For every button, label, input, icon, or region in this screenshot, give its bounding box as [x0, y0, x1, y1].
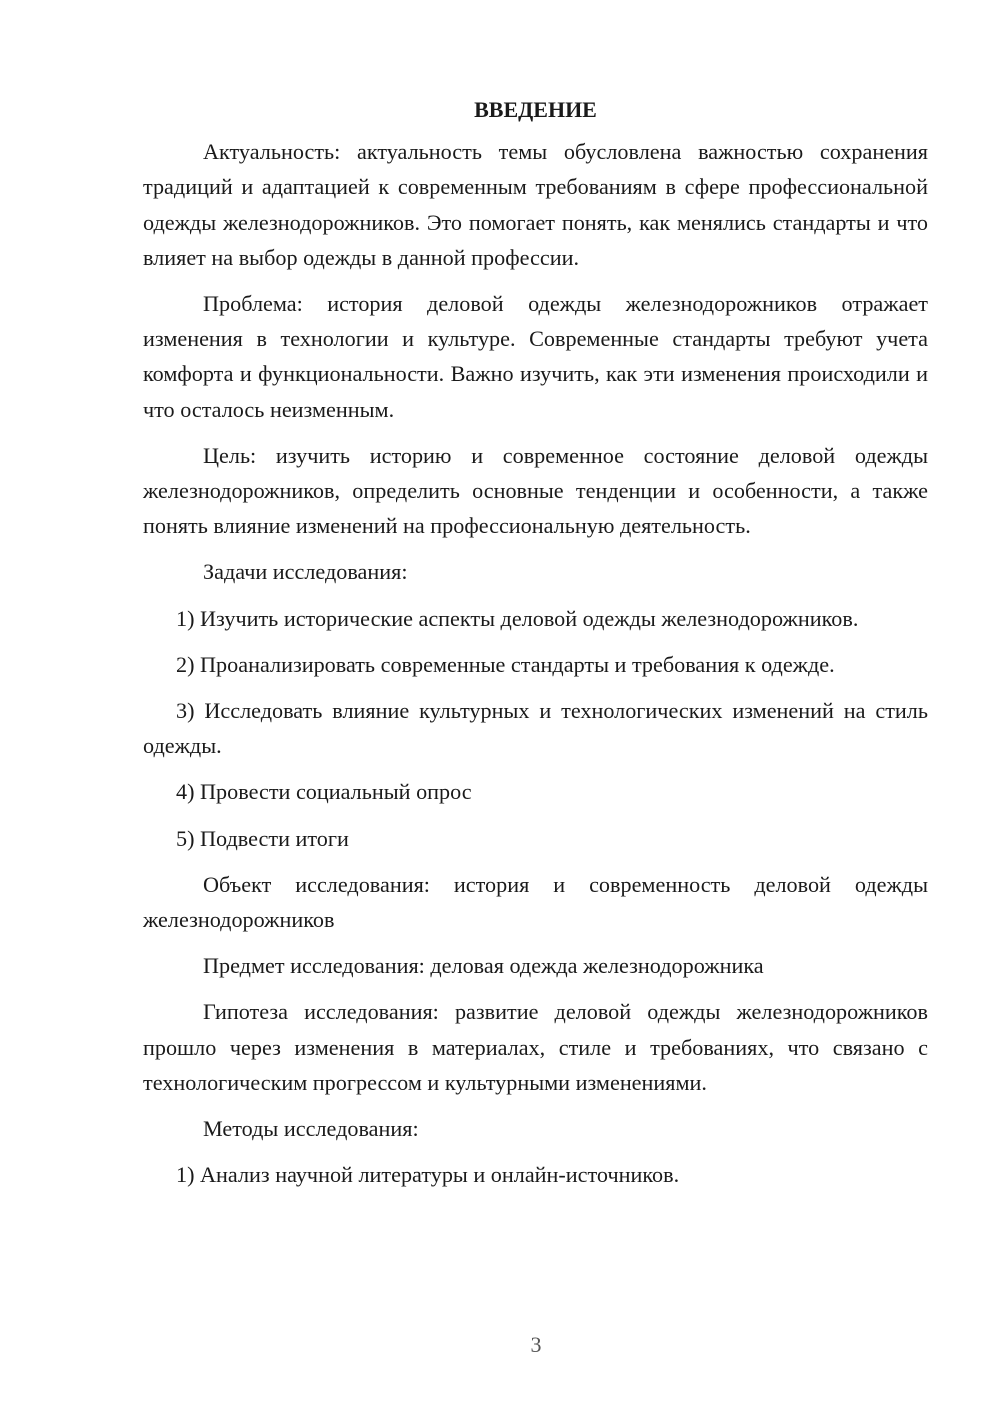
method-item-1: 1) Анализ научной литературы и онлайн-источников.	[176, 1162, 680, 1188]
hypothesis-paragraph: Гипотеза исследования: развитие деловой одежды железнодорожников прошло через изменения в материалах, стиле и требованиях, что связано с технологическим прогрессом и культурными изменениями.	[143, 999, 928, 1095]
relevance-paragraph: Актуальность: актуальность темы обусловлена важностью сохранения традиций и адаптацией к современным требованиям в сфере профессиональной одежды железнодорожников. Это помогает понять, как менялись стандарты и что влияет на выбор одежды в данной профессии.	[143, 139, 928, 270]
methods-heading: Методы исследования:	[203, 1116, 419, 1142]
task-item-5: 5) Подвести итоги	[176, 825, 349, 851]
task-item-2: 2) Проанализировать современные стандарты и требования к одежде.	[176, 651, 835, 677]
goal-paragraph: Цель: изучить историю и современное состояние деловой одежды железнодорожников, определить основные тенденции и особенности, а также понять влияние изменений на профессиональную деятельность.	[143, 442, 928, 539]
tasks-heading: Задачи исследования:	[203, 559, 408, 585]
task-item-1: 1) Изучить исторические аспекты деловой одежды железнодорожников.	[176, 605, 859, 631]
task-item-4: 4) Провести социальный опрос	[176, 779, 472, 805]
subject-paragraph: Предмет исследования: деловая одежда железнодорожника	[203, 953, 764, 979]
problem-paragraph: Проблема: история деловой одежды железнодорожников отражает изменения в технологии и культуре. Современные стандарты требуют учета комфорта и функциональности. Важно изучить, как эти изменения происходили и что осталось неизменным.	[143, 291, 928, 422]
object-paragraph: Объект исследования: история и современность деловой одежды железнодорожников	[143, 871, 928, 933]
section-title: ВВЕДЕНИЕ	[474, 97, 597, 122]
document-page	[143, 92, 928, 1203]
task-item-3: 3) Исследовать влияние культурных и технологических изменений на стиль одежды.	[143, 698, 928, 759]
page-number: 3	[530, 1332, 542, 1357]
